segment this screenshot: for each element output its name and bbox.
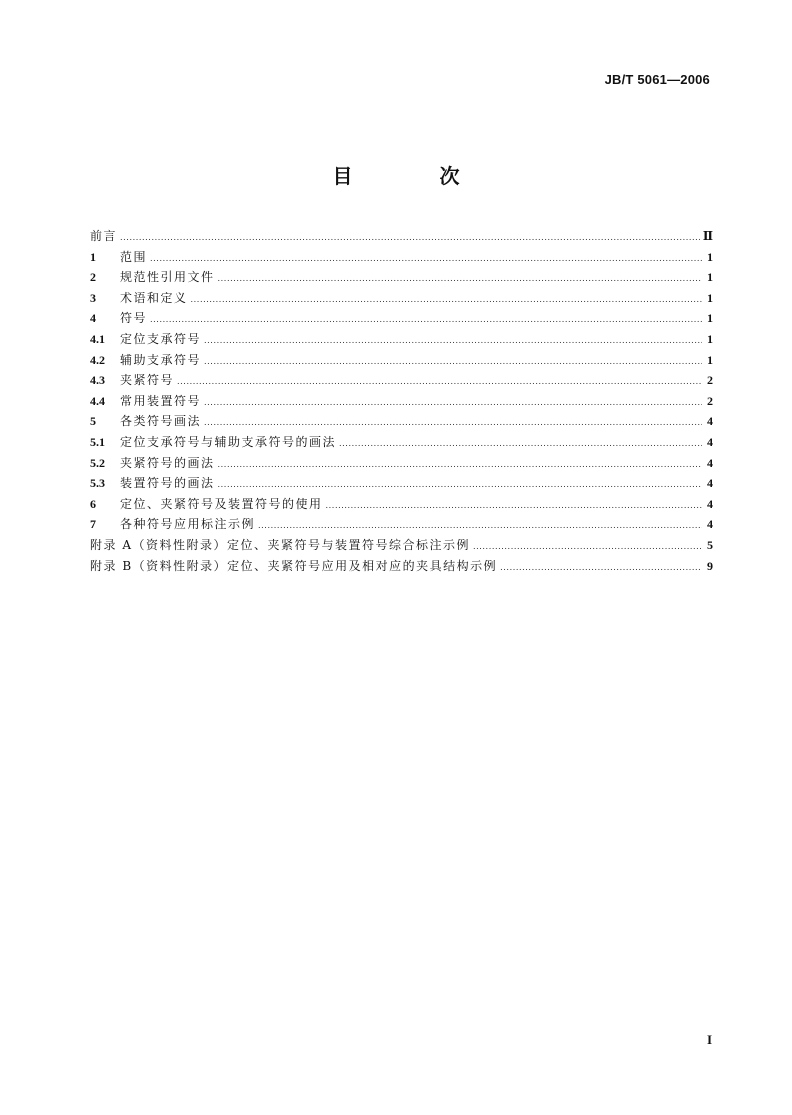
toc-entry-title: 夹紧符号的画法: [120, 455, 215, 470]
toc-entry-number: 7: [90, 517, 96, 532]
toc-entry[interactable]: [90, 288, 713, 309]
toc-entry[interactable]: [90, 226, 713, 247]
toc-entry-page: 1: [707, 352, 713, 367]
toc-entry-title: 规范性引用文件: [120, 270, 215, 285]
toc-entry[interactable]: [90, 411, 713, 432]
toc-entry-title: 定位支承符号: [120, 331, 202, 346]
dot-leader: [150, 249, 702, 270]
toc-entry[interactable]: [90, 494, 713, 515]
toc-entry[interactable]: [90, 308, 713, 329]
toc-entry[interactable]: [90, 350, 713, 371]
dot-leader: [339, 434, 702, 455]
toc-entry-title: 范围: [120, 249, 148, 264]
dot-leader: [150, 310, 702, 331]
dot-leader: [218, 269, 702, 290]
toc-entry[interactable]: [90, 535, 713, 556]
toc-entry-page: 9: [707, 558, 713, 573]
dot-leader: [218, 475, 702, 496]
toc-entry[interactable]: [90, 247, 713, 268]
toc-entry-title: 定位支承符号与辅助支承符号的画法: [120, 434, 337, 449]
toc-entry-page: 1: [707, 331, 713, 346]
document-code: JB/T 5061—2006: [604, 72, 710, 87]
dot-leader: [204, 413, 702, 434]
dot-leader: [204, 393, 702, 414]
toc-entry-title: 附录 A（资料性附录）定位、夹紧符号与装置符号综合标注示例: [90, 537, 470, 552]
toc-title: 目 次: [332, 164, 500, 188]
toc-entry-page: 4: [707, 434, 713, 449]
toc-entry-title: 各类符号画法: [120, 414, 202, 429]
toc-entry-page: 4: [707, 517, 713, 532]
toc-entry-page: 1: [707, 290, 713, 305]
toc-entry-title: 附录 B（资料性附录）定位、夹紧符号应用及相对应的夹具结构示例: [90, 558, 498, 573]
toc-entry[interactable]: [90, 556, 713, 577]
toc-entry-title: 辅助支承符号: [120, 352, 202, 367]
toc-entry[interactable]: [90, 453, 713, 474]
toc-entry-number: 4.4: [90, 393, 105, 408]
toc-entry-number: 5: [90, 414, 96, 429]
toc-entry-number: 2: [90, 270, 96, 285]
toc-entry-page: 4: [707, 455, 713, 470]
dot-leader: [258, 516, 702, 537]
toc-entry-page: 1: [707, 311, 713, 326]
page-number: I: [706, 1032, 712, 1047]
toc-entry-number: 6: [90, 496, 96, 511]
table-of-contents: [90, 226, 713, 576]
toc-entry-title: 前言: [90, 229, 118, 243]
dot-leader: [120, 228, 700, 249]
dot-leader: [177, 372, 702, 393]
toc-entry-title: 符号: [120, 311, 148, 326]
toc-entry-title: 常用装置符号: [120, 393, 202, 408]
toc-entry-page: 1: [707, 270, 713, 285]
toc-entry-number: 3: [90, 290, 96, 305]
toc-entry-number: 4.2: [90, 352, 105, 367]
toc-entry[interactable]: [90, 267, 713, 288]
toc-entry-page: 4: [707, 476, 713, 491]
toc-entry-title: 装置符号的画法: [120, 476, 215, 491]
toc-entry[interactable]: [90, 514, 713, 535]
toc-entry-page: 1: [707, 249, 713, 264]
toc-entry-page: 5: [707, 537, 713, 552]
toc-entry-page: 2: [707, 393, 713, 408]
toc-entry-number: 5.2: [90, 455, 105, 470]
toc-entry-number: 5.1: [90, 434, 105, 449]
toc-entry-title: 定位、夹紧符号及装置符号的使用: [120, 496, 323, 511]
toc-entry-title: 夹紧符号: [120, 373, 175, 388]
dot-leader: [218, 455, 702, 476]
toc-entry-title: 各种符号应用标注示例: [120, 517, 256, 532]
dot-leader: [473, 537, 702, 558]
toc-entry[interactable]: [90, 432, 713, 453]
toc-entry-number: 1: [90, 249, 96, 264]
toc-entry-page: 4: [707, 496, 713, 511]
toc-entry-number: 4: [90, 311, 96, 326]
toc-entry-title: 术语和定义: [120, 290, 188, 305]
toc-entry[interactable]: [90, 370, 713, 391]
dot-leader: [326, 496, 702, 517]
toc-entry-page: 4: [707, 414, 713, 429]
dot-leader: [204, 331, 702, 352]
toc-entry-number: 4.1: [90, 331, 105, 346]
toc-entry-page: 2: [707, 373, 713, 388]
toc-entry[interactable]: [90, 473, 713, 494]
toc-entry-number: 4.3: [90, 373, 105, 388]
toc-entry-number: 5.3: [90, 476, 105, 491]
toc-entry[interactable]: [90, 329, 713, 350]
toc-entry[interactable]: [90, 391, 713, 412]
toc-entry-page: Ⅱ: [702, 229, 713, 243]
dot-leader: [191, 290, 702, 311]
dot-leader: [500, 558, 702, 579]
dot-leader: [204, 352, 702, 373]
